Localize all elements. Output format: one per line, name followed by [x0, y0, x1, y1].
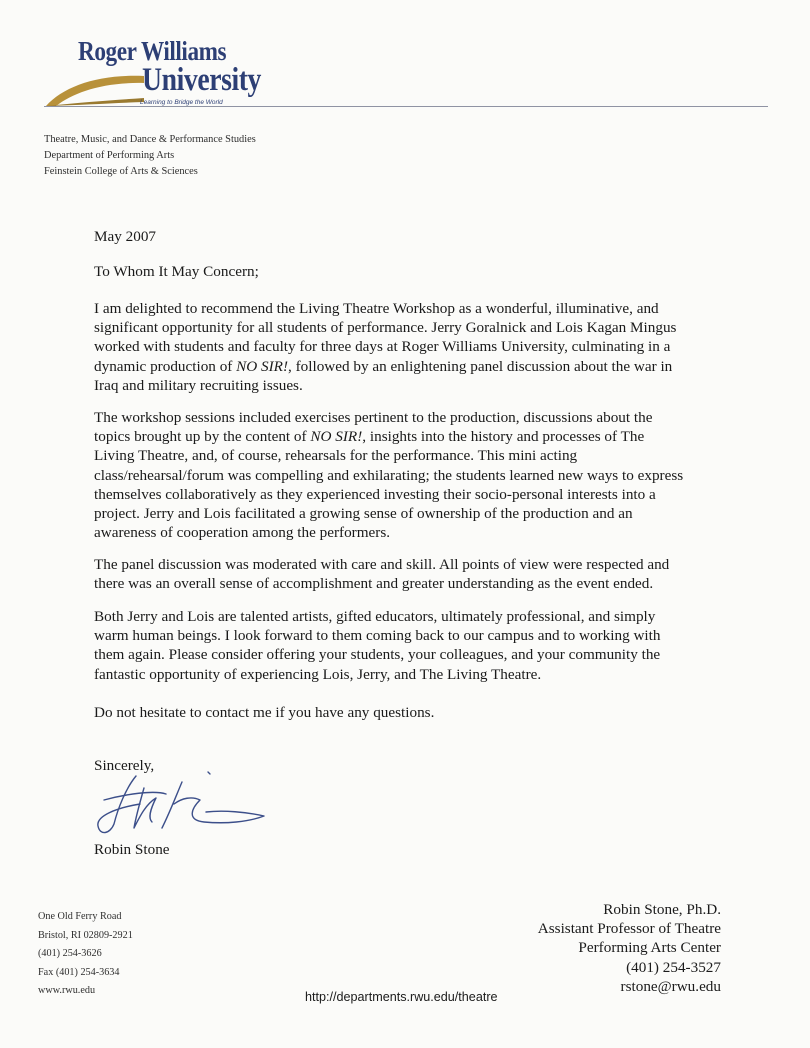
- paragraph-3: [94, 555, 719, 593]
- logo-wordmark-line1: Roger Williams: [78, 36, 227, 66]
- paragraph-line: Living Theatre, and, of course, rehearsals for the performance. This mini acting: [94, 447, 578, 465]
- paragraph-line: warm human beings. I look forward to them coming back to our campus and to working with: [94, 627, 661, 645]
- salutation: To Whom It May Concern;: [94, 263, 259, 280]
- paragraph-line: themselves collaboratively as they experienced investing their socio-personal interests into a: [94, 485, 656, 503]
- contact-phone: (401) 254-3527: [626, 958, 721, 976]
- department-line: Department of Performing Arts: [44, 150, 175, 161]
- paragraph-line: [94, 357, 719, 376]
- paragraph-line: significant opportunity for all students of performance. Jerry Goralnick and Lois Kagan Mingus: [94, 319, 677, 337]
- fax: Fax (401) 254-3634: [38, 966, 120, 978]
- letter-date: May 2007: [94, 228, 157, 245]
- paragraph-line: project. Jerry and Lois facilitated a growing sense of ownership of the production and an: [94, 505, 633, 523]
- paragraph-1: [94, 299, 719, 395]
- paragraph-line: awareness of cooperation among the performers.: [94, 524, 391, 542]
- contact-name: Robin Stone, Ph.D.: [603, 901, 721, 918]
- footer-contact: [538, 900, 721, 996]
- department-line: Feinstein College of Arts & Sciences: [44, 166, 198, 177]
- department-url: http://departments.rwu.edu/theatre: [305, 990, 498, 1004]
- paragraph-line: The workshop sessions included exercises pertinent to the production, discussions about the: [94, 409, 653, 426]
- paragraph-line: Iraq and military recruiting issues.: [94, 376, 303, 394]
- paragraph-line: Both Jerry and Lois are talented artists, gifted educators, ultimately professional, and simply: [94, 608, 656, 625]
- paragraph-2: [94, 408, 719, 542]
- signer-name: Robin Stone: [94, 841, 170, 858]
- paragraph-line: class/rehearsal/forum was compelling and exhilarating; the students learned new ways to express: [94, 466, 684, 484]
- department-line: Theatre, Music, and Dance & Performance Studies: [44, 134, 256, 145]
- paragraph-5: [94, 703, 719, 722]
- footer-address: [38, 908, 133, 1001]
- production-title: NO SIR!: [236, 357, 289, 375]
- text-run: dynamic production of: [94, 357, 237, 375]
- address-line: Bristol, RI 02809-2921: [38, 929, 133, 941]
- logo-wordmark-line2: University: [142, 62, 261, 98]
- paragraph-line: [94, 427, 719, 446]
- paragraph-line: I am delighted to recommend the Living Theatre Workshop as a wonderful, illuminative, and: [94, 300, 659, 317]
- text-run: topics brought up by the content of: [94, 428, 311, 446]
- closing: Sincerely,: [94, 757, 155, 774]
- phone: (401) 254-3626: [38, 948, 102, 960]
- contact-title: Assistant Professor of Theatre: [537, 920, 721, 938]
- paragraph-line: fantastic opportunity of experiencing Lois, Jerry, and The Living Theatre.: [94, 665, 542, 683]
- paragraph-line: worked with students and faculty for three days at Roger Williams University, culminating in a: [94, 338, 671, 356]
- paragraph-line: Do not hesitate to contact me if you have any questions.: [94, 704, 435, 721]
- paragraph-line: there was an overall sense of accomplishment and greater understanding as the event ended.: [94, 575, 654, 593]
- contact-email: rstone@rwu.edu: [620, 977, 721, 995]
- text-run: , insights into the history and processes of The: [362, 428, 645, 446]
- production-title: NO SIR!: [310, 428, 363, 446]
- contact-office: Performing Arts Center: [578, 939, 721, 957]
- website: www.rwu.edu: [38, 985, 96, 997]
- text-run: , followed by an enlightening panel discussion about the war in: [288, 357, 673, 375]
- address-line: One Old Ferry Road: [38, 911, 122, 922]
- paragraph-line: them again. Please consider offering your students, your colleagues, and your community the: [94, 646, 661, 664]
- signature-icon: [96, 768, 268, 840]
- department-block: [44, 132, 256, 180]
- logo-tagline: Learning to Bridge the World: [140, 99, 223, 106]
- university-logo: [44, 36, 274, 108]
- paragraph-line: The panel discussion was moderated with care and skill. All points of view were respected and: [94, 556, 670, 573]
- paragraph-4: [94, 607, 719, 684]
- header-divider: [44, 106, 768, 107]
